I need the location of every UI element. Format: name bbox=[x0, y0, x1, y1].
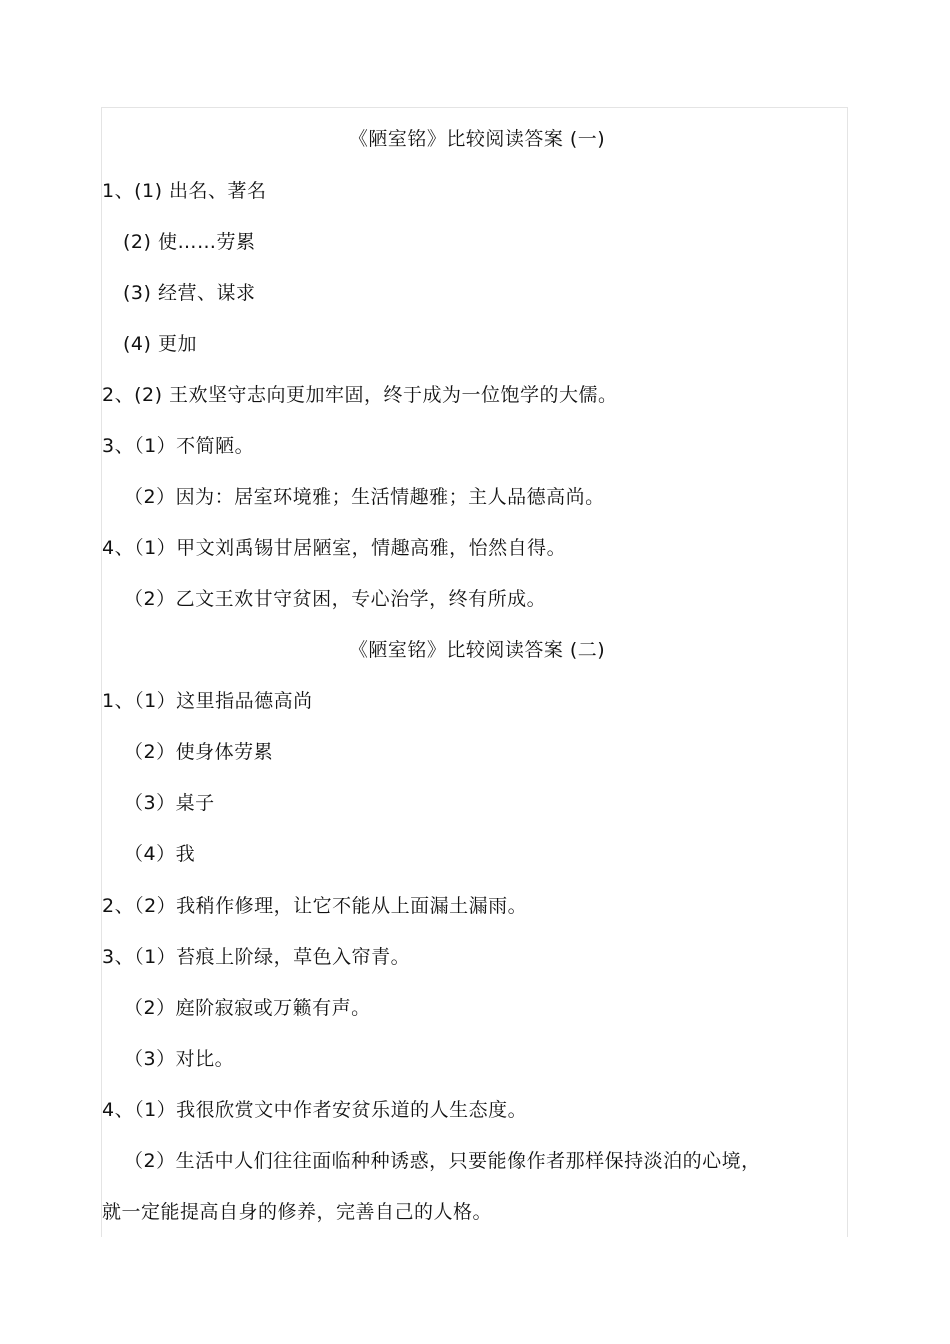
answer-line: （3）桌子 bbox=[124, 792, 215, 814]
answer-line: （2）使身体劳累 bbox=[124, 741, 274, 763]
answer-line: 2、（2）我稍作修理，让它不能从上面漏土漏雨。 bbox=[102, 895, 528, 917]
answer-line: 2、(2) 王欢坚守志向更加牢固，终于成为一位饱学的大儒。 bbox=[102, 384, 618, 406]
answer-line: 4、（1）我很欣赏文中作者安贫乐道的人生态度。 bbox=[102, 1099, 528, 1121]
answer-line: (3) 经营、谋求 bbox=[123, 282, 256, 304]
answer-line: （2）因为：居室环境雅；生活情趣雅；主人品德高尚。 bbox=[124, 486, 605, 508]
answer-line: （3）对比。 bbox=[124, 1048, 235, 1070]
answer-line: 4、（1）甲文刘禹锡甘居陋室，情趣高雅，怡然自得。 bbox=[102, 537, 567, 559]
answer-line: (4) 更加 bbox=[123, 333, 197, 355]
answer-line: 3、（1）不简陋。 bbox=[102, 435, 255, 457]
answer-line: 1、（1）这里指品德高尚 bbox=[102, 690, 313, 712]
answer-line: 3、（1）苔痕上阶绿，草色入帘青。 bbox=[102, 946, 411, 968]
section-2-title: 《陋室铭》比较阅读答案 (二) bbox=[348, 639, 606, 661]
answer-line: (2) 使……劳累 bbox=[123, 231, 256, 253]
answer-line: （2）乙文王欢甘守贫困，专心治学，终有所成。 bbox=[124, 588, 547, 610]
answer-line: 1、(1) 出名、著名 bbox=[102, 180, 267, 202]
answer-line: （4）我 bbox=[124, 843, 196, 865]
answer-line: 就一定能提高自身的修养，完善自己的人格。 bbox=[102, 1201, 493, 1223]
answer-line: （2）庭阶寂寂或万籁有声。 bbox=[124, 997, 371, 1019]
section-1-title: 《陋室铭》比较阅读答案 (一) bbox=[348, 128, 606, 150]
answer-line: （2）生活中人们往往面临种种诱惑，只要能像作者那样保持淡泊的心境， bbox=[124, 1150, 761, 1172]
